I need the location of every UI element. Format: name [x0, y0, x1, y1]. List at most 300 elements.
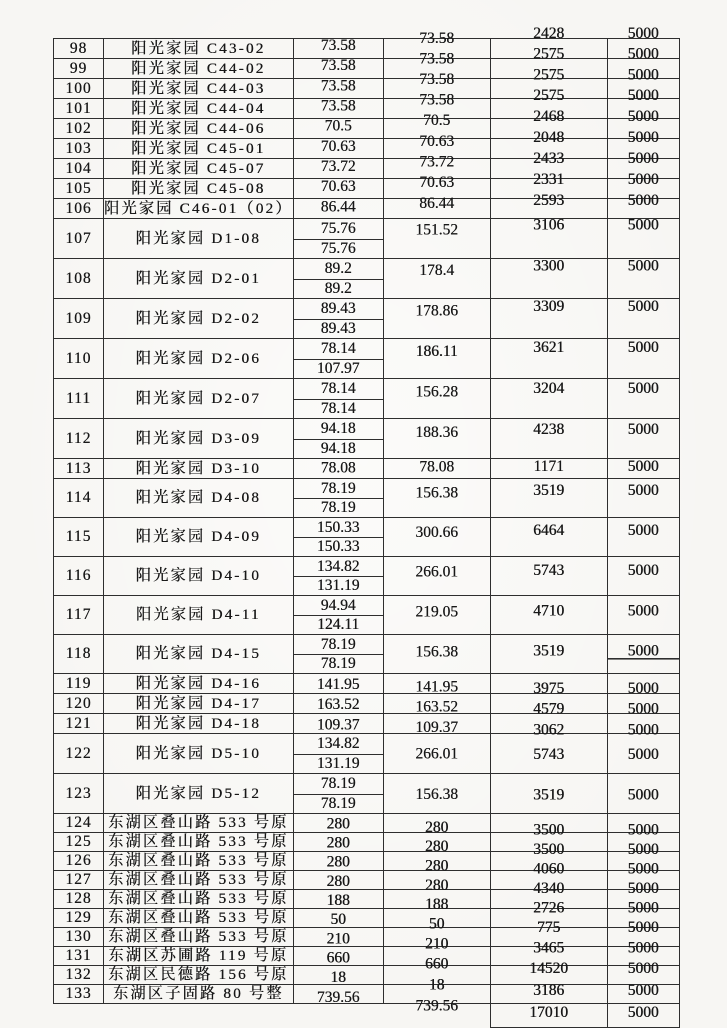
deposit-cell — [607, 259, 679, 299]
total-area-cell — [383, 518, 490, 557]
price-cell — [490, 557, 607, 596]
cell-text: 东湖区叠山路 533 号原 — [108, 814, 289, 831]
table-row — [54, 871, 680, 890]
cell-text: 89.2 — [324, 280, 352, 298]
cell-text: 124.11 — [317, 616, 360, 634]
seq-cell — [54, 59, 104, 79]
area-cell — [293, 674, 383, 694]
price-cell — [490, 694, 607, 718]
name-cell — [104, 459, 294, 479]
table-row — [54, 219, 680, 259]
name-cell — [104, 833, 294, 852]
deposit-cell — [607, 596, 679, 635]
partial-warp-row — [54, 1004, 680, 1028]
total-area-cell — [383, 694, 490, 714]
cell-text: 阳光家园 C44-03 — [131, 79, 266, 97]
area-cell — [293, 179, 383, 199]
cell-text: 阳光家园 D4-18 — [135, 714, 262, 732]
cell-text: 5000 — [627, 420, 659, 438]
area-cell — [293, 557, 383, 596]
cell-text: 131 — [65, 947, 92, 964]
name-cell — [104, 890, 294, 909]
name-cell — [104, 179, 294, 199]
seq-cell — [54, 890, 104, 909]
cell-text: 4060 — [533, 860, 565, 878]
table-row — [54, 99, 680, 119]
area-sub-cell — [294, 518, 383, 538]
cell-text: 163.52 — [316, 695, 360, 713]
cell-text: 109.37 — [316, 715, 360, 733]
cell-text: 78.14 — [320, 400, 356, 418]
table-row — [54, 557, 680, 596]
cell-text: 3519 — [533, 785, 565, 803]
total-area-cell — [383, 774, 490, 814]
seq-cell — [54, 966, 104, 985]
cell-text: 5000 — [627, 642, 659, 660]
seq-cell — [54, 714, 104, 734]
cell-text: 2593 — [533, 191, 565, 209]
cell-text: 141.95 — [316, 675, 360, 693]
cell-text: 70.63 — [320, 137, 356, 155]
cell-text: 280 — [425, 857, 449, 875]
seq-cell — [54, 79, 104, 99]
cell-text: 5000 — [627, 149, 659, 167]
area-sub-cell — [294, 339, 383, 360]
cell-text: 4710 — [533, 602, 565, 620]
seq-cell — [54, 199, 104, 219]
seq-cell — [54, 674, 104, 694]
cell-text: 阳光家园 D1-08 — [135, 229, 262, 247]
name-cell — [104, 947, 294, 966]
seq-cell — [54, 774, 104, 814]
cell-text: 阳光家园 C43-02 — [131, 39, 266, 57]
cell-text: 3975 — [533, 679, 565, 697]
area-stack — [294, 299, 383, 338]
area-sub-cell — [294, 400, 383, 418]
cell-text: 118 — [65, 645, 92, 662]
area-cell — [293, 479, 383, 518]
cell-text: 73.58 — [320, 56, 356, 74]
cell-text: 2433 — [533, 149, 565, 167]
cell-text: 东湖区叠山路 533 号原 — [108, 833, 289, 850]
seq-cell — [54, 814, 104, 833]
area-cell — [293, 76, 383, 99]
area-stack — [294, 419, 383, 458]
area-cell — [293, 299, 383, 339]
cell-text: 5000 — [627, 745, 659, 763]
cell-text: 280 — [326, 834, 350, 852]
cell-text: 东湖区苏圃路 119 号原 — [108, 947, 289, 964]
cell-text: 70.5 — [423, 111, 451, 129]
cell-text: 117 — [65, 606, 92, 623]
cell-text: 134.82 — [316, 557, 360, 575]
cell-text: 2428 — [533, 24, 565, 42]
seq-cell — [54, 179, 104, 199]
cell-text: 东湖区民德路 156 号原 — [108, 966, 289, 983]
area-cell — [293, 56, 383, 79]
cell-text: 130 — [65, 928, 92, 945]
table-row — [54, 139, 680, 159]
cell-text: 280 — [326, 815, 350, 833]
area-sub-cell — [294, 360, 383, 378]
cell-text: 111 — [65, 389, 92, 407]
cell-text: 280 — [326, 872, 350, 890]
cell-text: 109 — [65, 309, 92, 327]
cell-text: 78.19 — [320, 499, 356, 517]
price-cell — [490, 419, 607, 459]
cell-text: 3465 — [533, 939, 565, 957]
table-row — [54, 714, 680, 734]
name-cell — [104, 99, 294, 119]
area-sub-cell — [294, 635, 383, 655]
area-sub-cell — [294, 655, 383, 673]
cell-text: 3106 — [533, 216, 565, 234]
cell-text: 阳光家园 D4-15 — [135, 645, 262, 662]
seq-cell — [54, 379, 104, 419]
area-cell — [293, 119, 383, 139]
area-cell — [293, 518, 383, 557]
cell-text: 219.05 — [415, 603, 458, 621]
cell-text: 660 — [326, 949, 350, 967]
rental-table — [53, 24, 680, 1028]
cell-text: 5000 — [627, 86, 659, 104]
total-area-cell — [383, 379, 490, 419]
cell-text: 73.72 — [419, 153, 455, 170]
cell-text: 94.18 — [320, 440, 356, 458]
cell-text: 124 — [65, 814, 92, 831]
area-cell — [293, 96, 383, 119]
cell-text: 280 — [425, 876, 449, 894]
area-sub-cell — [294, 734, 383, 755]
cell-text: 103 — [65, 139, 92, 157]
cell-text: 73.72 — [320, 157, 356, 175]
cell-text: 阳光家园 D4-08 — [135, 489, 262, 506]
cell-text: 104 — [65, 159, 92, 177]
cell-text: 阳光家园 D5-10 — [135, 744, 262, 762]
area-stack — [294, 518, 383, 556]
cell-text: 86.44 — [419, 194, 455, 212]
cell-text: 东湖区叠山路 533 号原 — [108, 909, 289, 926]
table-row — [54, 635, 680, 674]
total-area-cell — [383, 814, 490, 836]
cell-text: 阳光家园 D2-02 — [135, 309, 262, 327]
table-row — [54, 814, 680, 833]
cell-text: 78.14 — [320, 380, 356, 398]
cell-text: 89.43 — [320, 300, 356, 318]
cell-text: 5743 — [533, 745, 565, 763]
cell-text: 106 — [65, 199, 92, 217]
price-cell — [490, 299, 607, 339]
cell-text: 2726 — [533, 899, 565, 917]
cell-text: 5000 — [627, 297, 659, 315]
cell-text: 3519 — [533, 482, 565, 499]
name-cell — [104, 299, 294, 339]
deposit-cell — [607, 479, 679, 518]
seq-cell — [54, 833, 104, 852]
cell-text: 阳光家园 D2-07 — [135, 389, 262, 407]
cell-text: 2575 — [533, 86, 565, 104]
cell-text: 134.82 — [316, 735, 360, 753]
cell-text: 113 — [65, 459, 92, 477]
total-area-cell — [383, 714, 490, 734]
area-cell — [293, 833, 383, 852]
cell-text: 2048 — [533, 128, 565, 146]
total-area-cell — [383, 459, 490, 479]
cell-text: 5000 — [627, 720, 659, 738]
cell-text: 5000 — [627, 191, 659, 209]
deposit-cell — [607, 379, 679, 419]
deposit-cell — [607, 814, 679, 839]
deposit-cell — [607, 459, 679, 479]
cell-text: 东湖区子固路 80 号整 — [112, 985, 284, 1002]
cell-text: 178.4 — [419, 261, 455, 279]
cell-text: 5000 — [627, 700, 659, 718]
cell-text: 东湖区叠山路 533 号原 — [108, 871, 289, 888]
seq-cell — [54, 159, 104, 179]
cell-text: 107 — [65, 229, 92, 247]
cell-text: 78.19 — [320, 635, 356, 653]
cell-text: 156.28 — [415, 383, 458, 400]
cell-text: 2331 — [533, 170, 565, 188]
cell-text: 112 — [65, 429, 92, 447]
deposit-cell — [607, 674, 679, 697]
cell-text: 75.76 — [320, 220, 356, 238]
area-sub-cell — [294, 557, 383, 577]
area-stack — [294, 259, 383, 298]
table-row — [54, 459, 680, 479]
cell-text: 188 — [326, 891, 350, 909]
area-cell — [293, 339, 383, 379]
area-stack — [294, 774, 383, 813]
cell-text: 5000 — [627, 785, 659, 803]
name-cell — [104, 814, 294, 833]
name-cell — [104, 259, 294, 299]
cell-text: 739.56 — [415, 997, 458, 1015]
cell-text: 2575 — [533, 45, 565, 63]
cell-text: 78.08 — [419, 458, 455, 476]
area-cell — [293, 139, 383, 159]
area-cell — [293, 774, 383, 814]
seq-cell — [54, 596, 104, 635]
area-sub-cell — [294, 795, 383, 813]
cell-text: 94.94 — [320, 596, 356, 614]
cell-text: 5000 — [627, 216, 659, 234]
cell-text: 300.66 — [415, 524, 458, 542]
cell-text: 18 — [330, 969, 346, 987]
cell-text: 5000 — [627, 982, 659, 999]
cell-text: 5000 — [627, 170, 659, 188]
cell-text: 阳光家园 D4-09 — [135, 528, 262, 545]
cell-text: 115 — [65, 528, 92, 545]
cell-text: 775 — [537, 919, 561, 936]
area-sub-cell — [294, 499, 383, 517]
cell-text: 73.58 — [419, 91, 455, 109]
cell-text: 78.08 — [320, 459, 356, 477]
cell-text: 3500 — [533, 841, 565, 858]
blank-cell — [54, 1004, 384, 1028]
total-area-cell — [383, 635, 490, 674]
cell-text: 133 — [65, 985, 92, 1002]
cell-text: 78.19 — [320, 479, 356, 497]
name-cell — [104, 557, 294, 596]
cell-text: 5000 — [627, 919, 659, 936]
cell-text: 5000 — [627, 939, 659, 957]
deposit-cell — [607, 635, 679, 674]
cell-text: 2468 — [533, 107, 565, 125]
table-row — [54, 39, 680, 59]
cell-text: 阳光家园 C44-02 — [131, 59, 266, 77]
area-stack — [294, 635, 383, 673]
cell-text: 188 — [425, 896, 449, 914]
area-sub-cell — [294, 320, 383, 338]
cell-text: 280 — [425, 838, 449, 856]
area-sub-cell — [294, 577, 383, 595]
cell-text: 阳光家园 C45-01 — [131, 139, 266, 157]
cell-text: 阳光家园 D4-10 — [135, 567, 262, 584]
table-row — [54, 479, 680, 518]
seq-cell — [54, 139, 104, 159]
cell-text: 2575 — [533, 66, 565, 83]
cell-text: 129 — [65, 909, 92, 926]
area-cell — [293, 852, 383, 871]
cell-text: 94.18 — [320, 420, 356, 438]
area-cell — [293, 379, 383, 419]
total-area-cell — [383, 419, 490, 459]
price-cell — [490, 635, 607, 674]
cell-text: 73.58 — [419, 70, 455, 88]
cell-text: 132 — [65, 966, 92, 983]
cell-text: 3300 — [533, 257, 565, 274]
cell-text: 78.19 — [320, 795, 356, 813]
cell-text: 73.58 — [320, 76, 356, 94]
cell-text: 89.43 — [320, 320, 356, 338]
area-cell — [293, 814, 383, 833]
name-cell — [104, 714, 294, 734]
cell-text: 50 — [428, 915, 445, 933]
cell-text: 阳光家园 D2-01 — [135, 269, 262, 287]
name-cell — [104, 518, 294, 557]
area-stack — [294, 596, 383, 634]
seq-cell — [54, 947, 104, 966]
cell-text: 14520 — [529, 960, 569, 977]
cell-text: 5000 — [627, 841, 659, 858]
table-row — [54, 909, 680, 928]
table-row — [54, 199, 680, 219]
cell-text: 阳光家园 C44-04 — [131, 99, 266, 117]
seq-cell — [54, 259, 104, 299]
cell-text: 70.63 — [419, 132, 455, 150]
table-row — [54, 734, 680, 774]
cell-text: 3519 — [533, 642, 565, 660]
total-area-cell — [383, 299, 490, 339]
price-cell — [490, 216, 607, 259]
cell-text: 5000 — [627, 522, 659, 539]
seq-cell — [54, 299, 104, 339]
cell-text: 739.56 — [316, 988, 360, 1006]
area-sub-cell — [294, 755, 383, 773]
table-row — [54, 379, 680, 419]
cell-text: 73.58 — [419, 29, 455, 47]
cell-text: 3500 — [533, 821, 565, 839]
area-cell — [293, 985, 383, 1004]
cell-text: 98 — [69, 39, 88, 57]
price-cell — [490, 596, 607, 635]
cell-text: 东湖区叠山路 533 号原 — [108, 852, 289, 869]
cell-text: 70.63 — [320, 177, 356, 195]
area-stack — [294, 339, 383, 378]
cell-text: 3204 — [533, 379, 565, 397]
cell-text: 5000 — [627, 128, 659, 146]
cell-text: 5000 — [627, 602, 659, 620]
area-sub-cell — [294, 774, 383, 795]
cell-text: 73.58 — [320, 96, 356, 114]
cell-text: 5000 — [627, 338, 659, 356]
cell-text: 5000 — [627, 457, 659, 475]
price-cell — [490, 814, 607, 839]
cell-text: 114 — [65, 489, 92, 506]
total-area-cell — [383, 479, 490, 518]
seq-cell — [54, 557, 104, 596]
cell-text: 266.01 — [415, 745, 458, 763]
cell-text: 156.38 — [415, 785, 458, 803]
table-row — [54, 947, 680, 966]
seq-cell — [54, 694, 104, 714]
cell-text: 127 — [65, 871, 92, 888]
deposit-cell — [607, 216, 679, 259]
area-cell — [293, 871, 383, 890]
deposit-cell — [607, 518, 679, 557]
cell-text: 5743 — [533, 562, 565, 579]
table-row — [54, 694, 680, 714]
cell-text: 266.01 — [415, 563, 458, 581]
area-sub-cell — [294, 299, 383, 320]
cell-text: 5000 — [627, 379, 659, 397]
cell-text: 121 — [65, 714, 92, 732]
area-cell — [293, 159, 383, 179]
area-sub-cell — [294, 419, 383, 440]
price-cell — [490, 459, 607, 479]
cell-text: 105 — [65, 179, 92, 197]
cell-text: 660 — [425, 955, 449, 973]
deposit-cell — [607, 299, 679, 339]
price-cell — [490, 259, 607, 299]
area-sub-cell — [294, 596, 383, 616]
cell-text: 116 — [65, 567, 92, 584]
cell-text: 78.19 — [320, 775, 356, 793]
table-row — [54, 339, 680, 379]
price-cell — [490, 379, 607, 419]
table-row — [54, 299, 680, 339]
name-cell — [104, 871, 294, 890]
cell-text: 5000 — [627, 24, 659, 42]
cell-text: 阳光家园 D2-06 — [135, 349, 262, 367]
cell-text: 阳光家园 D4-17 — [135, 694, 262, 712]
total-area-cell — [383, 219, 490, 259]
deposit-cell — [607, 339, 679, 379]
cell-text: 178.86 — [415, 301, 458, 319]
cell-text: 阳光家园 D3-10 — [135, 459, 262, 477]
area-sub-cell — [294, 219, 383, 240]
table-row — [54, 596, 680, 635]
name-cell — [104, 479, 294, 518]
name-cell — [104, 694, 294, 714]
cell-text: 5000 — [627, 66, 659, 83]
area-cell — [293, 219, 383, 259]
price-cell — [490, 674, 607, 697]
deposit-cell — [607, 774, 679, 814]
area-sub-cell — [294, 280, 383, 298]
table-row — [54, 59, 680, 79]
